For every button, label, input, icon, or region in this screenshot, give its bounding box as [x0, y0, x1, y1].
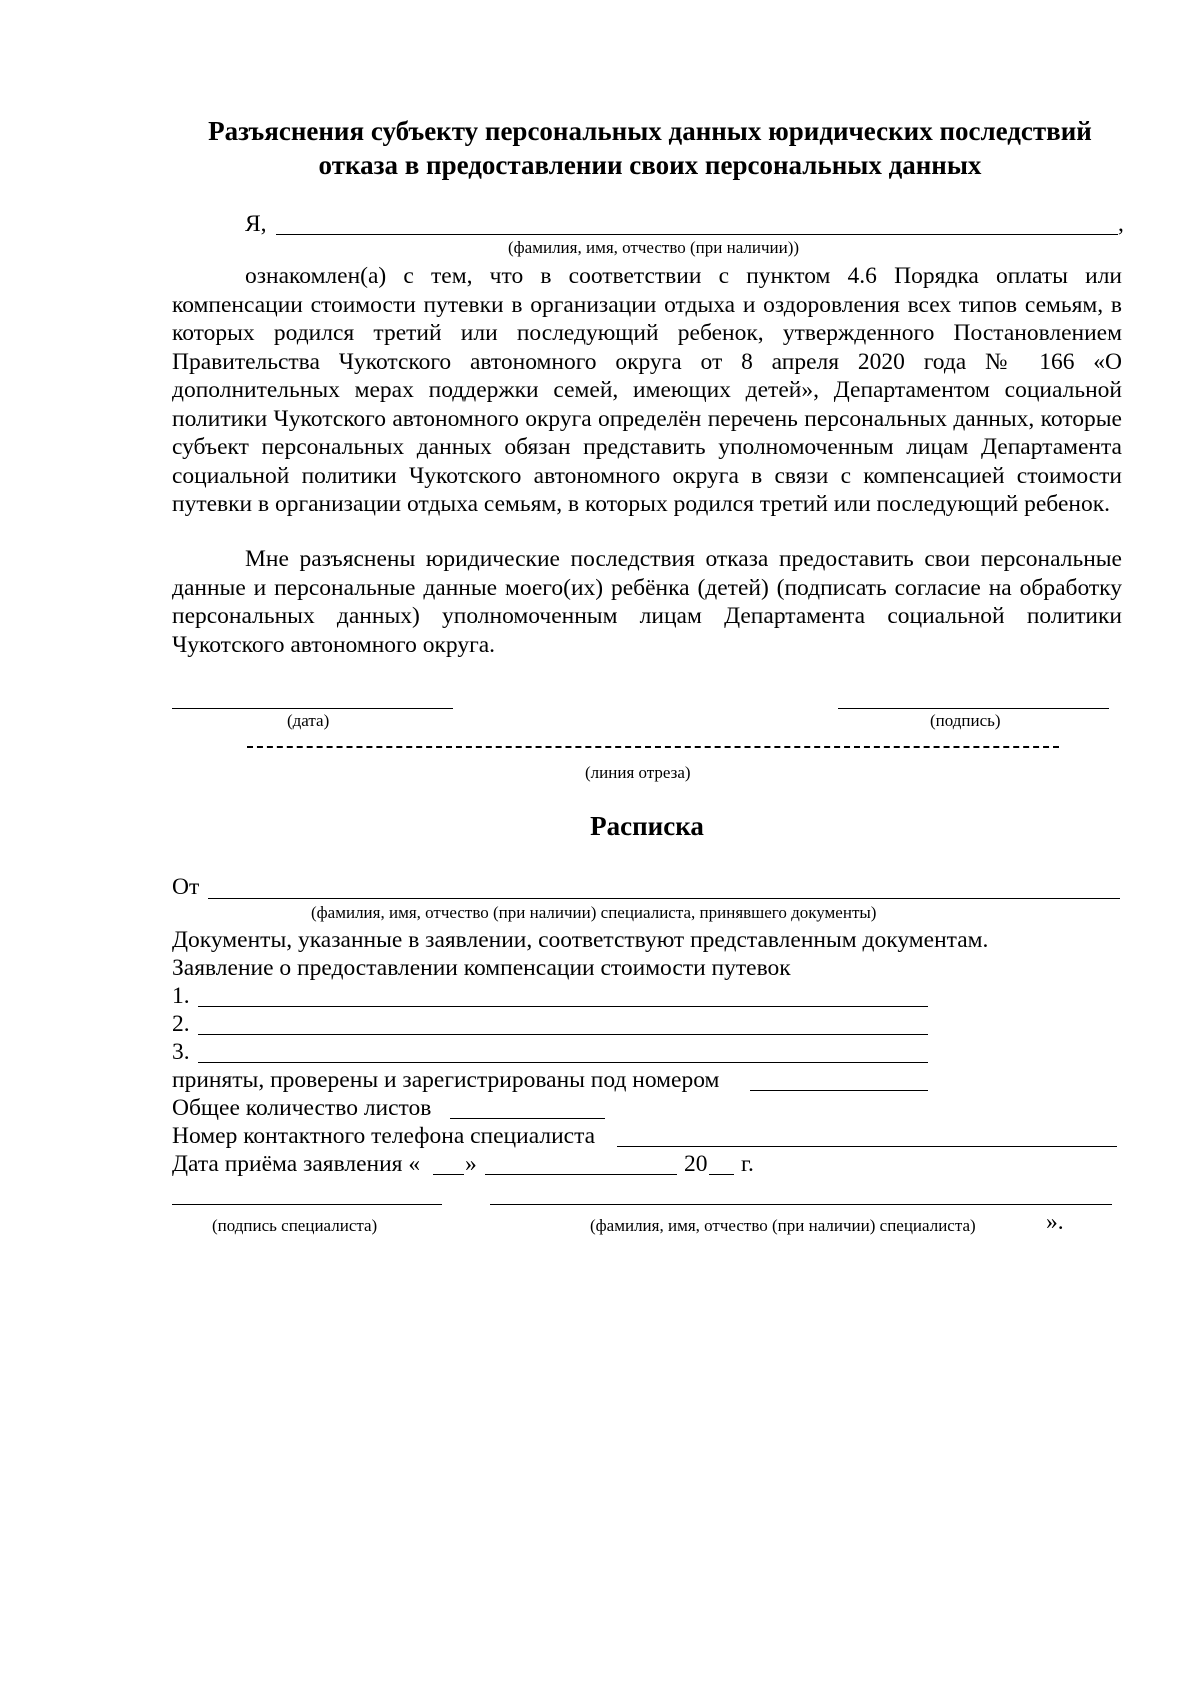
specialist-full-name-field[interactable]: [490, 1204, 1112, 1205]
receipt-item-number-2: 2.: [172, 1011, 190, 1037]
receipt-accepted-label: приняты, проверены и зарегистрированы под номером: [172, 1067, 720, 1093]
receipt-item-field-2[interactable]: [198, 1034, 928, 1035]
applicant-name-field[interactable]: [276, 234, 1118, 235]
specialist-signature-field[interactable]: [172, 1204, 442, 1205]
receipt-from-caption: (фамилия, имя, отчество (при наличии) специалиста, принявшего документы): [311, 903, 877, 922]
receipt-from-label: От: [172, 874, 200, 900]
receipt-title: Расписка: [590, 811, 704, 841]
consent-paragraph-1: ознакомлен(а) с тем, что в соответствии с пунктом 4.6 Порядка оплаты или компенсации стоимости путевки в организации отдыха и оздоровления всех типов семьям, в которых родился третий или последующий ребенок, утвержденного Постановлением Правительства Чукотского автономного округа от 8 апреля 2020 года № 166 «О дополнительных мерах поддержки семей, имеющих детей», Департаментом социальной политики Чукотского автономного округа определён перечень персональных данных, которые субъект персональных данных обязан представить уполномоченным лицам Департамента социальной политики Чукотского автономного округа в связи с компенсацией стоимости путевки в организации отдыха семьям, в которых родился третий или последующий ребенок.: [172, 263, 1122, 517]
receipt-month-field[interactable]: [485, 1174, 677, 1175]
receipt-date-quote-close: »: [465, 1151, 477, 1177]
specialist-name-field[interactable]: [208, 898, 1120, 899]
receipt-item-number-3: 3.: [172, 1039, 190, 1065]
receipt-date-label: Дата приёма заявления «: [172, 1151, 421, 1177]
sheet-count-field[interactable]: [450, 1118, 605, 1119]
receipt-phone-label: Номер контактного телефона специалиста: [172, 1123, 596, 1149]
specialist-signature-caption: (подпись специалиста): [212, 1216, 378, 1235]
receipt-documents-line: Документы, указанные в заявлении, соответствуют представленным документам.: [172, 927, 989, 953]
cut-line: [247, 746, 1059, 748]
receipt-year-prefix: 20: [684, 1151, 708, 1177]
receipt-sheets-label: Общее количество листов: [172, 1095, 432, 1121]
title-line-2: отказа в предоставлении своих персональных данных: [318, 150, 982, 180]
date-caption: (дата): [287, 711, 330, 730]
receipt-application-line: Заявление о предоставлении компенсации стоимости путевок: [172, 955, 791, 981]
receipt-item-field-1[interactable]: [198, 1006, 928, 1007]
applicant-prefix: Я,: [245, 211, 267, 237]
specialist-name-caption: (фамилия, имя, отчество (при наличии) специалиста): [590, 1216, 976, 1235]
registration-number-field[interactable]: [750, 1090, 928, 1091]
cut-line-caption: (линия отреза): [585, 763, 691, 782]
title-line-1: Разъяснения субъекту персональных данных юридических последствий: [208, 116, 1092, 146]
signature-field[interactable]: [838, 708, 1109, 709]
closing-mark: ».: [1046, 1209, 1064, 1235]
document-title: [172, 114, 1128, 182]
receipt-year-field[interactable]: [709, 1174, 734, 1175]
signature-caption: (подпись): [930, 711, 1001, 730]
receipt-day-field[interactable]: [433, 1174, 464, 1175]
applicant-suffix: ,: [1118, 211, 1124, 237]
receipt-year-suffix: г.: [741, 1151, 754, 1177]
receipt-item-number-1: 1.: [172, 983, 190, 1009]
receipt-item-field-3[interactable]: [198, 1062, 928, 1063]
date-field[interactable]: [172, 708, 453, 709]
specialist-phone-field[interactable]: [617, 1146, 1117, 1147]
applicant-caption: (фамилия, имя, отчество (при наличии)): [508, 238, 800, 257]
consent-paragraph-2: Мне разъяснены юридические последствия отказа предоставить свои персональные данные и персональные данные моего(их) ребёнка (детей) (подписать согласие на обработку персональных данных) уполномоченным лицам Департамента социальной политики Чукотского автономного округа.: [172, 546, 1122, 658]
